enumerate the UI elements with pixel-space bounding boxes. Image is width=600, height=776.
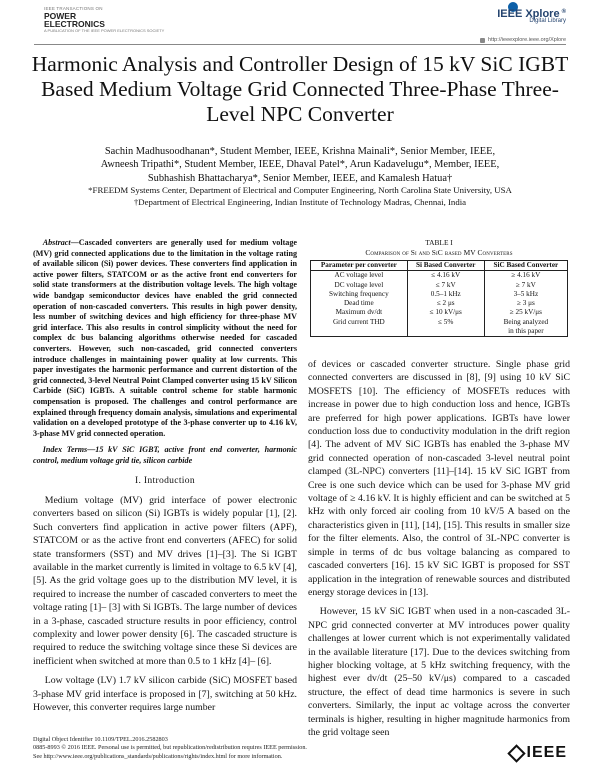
table-cell: ≥ 3 μs — [484, 299, 567, 308]
xplore-url-text: http://ieeexplore.ieee.org/Xplore — [488, 37, 566, 43]
table-cell: ≥ 25 kV/μs — [484, 308, 567, 317]
xplore-registered: ® — [561, 9, 566, 15]
doi-line: Digital Object Identifier 10.1109/TPEL.2016.2582803 — [33, 736, 168, 743]
table-cell: ≤ 4.16 kV — [407, 271, 484, 281]
affiliation-1: *FREEDM Systems Center, Department of Electrical and Computer Engineering, North Carolina State University, USA — [88, 185, 512, 195]
ieee-logo — [510, 744, 567, 762]
journal-logo — [44, 13, 164, 33]
comparison-table — [310, 260, 568, 337]
table-cell — [407, 327, 484, 337]
table-row — [311, 318, 568, 327]
header-rule — [34, 44, 566, 45]
author-line-1: Sachin Madhusoodhanan*, Student Member, IEEE, Krishna Mainali*, Senior Member, IEEE, — [104, 146, 496, 157]
journal-line1: POWER — [44, 11, 77, 21]
xplore-title: IEEE Xplore — [497, 8, 560, 20]
table-cell — [311, 327, 408, 337]
journal-masthead — [44, 6, 164, 33]
table-number: TABLE I — [425, 238, 453, 247]
table-cell: Maximum dv/dt — [311, 308, 408, 317]
table-row — [311, 308, 568, 317]
link-icon — [480, 38, 485, 43]
table-row — [311, 271, 568, 281]
table-row — [311, 327, 568, 337]
table-cell: ≤ 7 kV — [407, 281, 484, 290]
table-cell: 3–5 kHz — [484, 290, 567, 299]
copyright-line: 0885-8993 © 2016 IEEE. Personal use is permitted, but republication/redistribution requires IEEE permission. — [33, 744, 307, 752]
index-terms: Index Terms—15 kV SiC IGBT, active front end converter, harmonic control, medium voltage grid tie, silicon carbide — [33, 445, 297, 465]
table-cell: 0.5–1 kHz — [407, 290, 484, 299]
right-paragraph-1: of devices or cascaded converter structure. Single phase grid connected converters are discussed in [8], [9] using 10 kV SiC MOSFETS [10]. The efficiency of MOSFETs reduces with increase in power due to high conduction loss and hence, IGBTs are preferred for high power applications. IGBTs have lower conduction loss due to conductivity modulation in the drift region [4]. The advent of MV SiC IGBTs has enabled the 3-phase MV grid connected operation of non-cascaded 3-level neutral point clamped (3L-NPC) converters [11]–[14]. 15 kV SiC IGBT from Cree is one such device which can be used for 3-phase MV grid voltage of ≥ 4.16 kV. It is highly efficient and can be switched at 5 kHz with only forced air cooling from 10 kV/5 A based on the characteristics given in [11], [14], [15]. This results in smaller size for the filter elements. Also, the control of 3L-NPC converter is simple in terms of dc bus voltage balancing as compared to cascaded converters [16]. 15 kV SiC IGBT is proposed for SST application in the integration of renewable sources and distributed energy storage devices in [13]. — [308, 359, 570, 598]
intro-paragraph-1: Medium voltage (MV) grid interface of power electronic converters based on silicon (Si) IGBTs is widely popular [1], [2]. Such converters find application in active power filters (APF), STATCOM or as the active front end converters (AFEC) for solid state transformers (SST) and MV drives [1]–[3]. The Si IGBT available in the market currently is limited in voltage to 6.5 kV [4], [5]. As the grid voltage goes up to the distribution MV level, it is required to increase the number of cascaded converters to meet the voltage rating [1]– [3] with Si IGBTs. The large number of devices in a 3-phase, cascaded structure results in poor efficiency, control complexity and lower power density [6]. The cascaded structure is required to reduce the switching voltage since these Si devices are inefficient when switched at more than 0.5 to 1 kHz [4]– [6]. — [33, 494, 297, 667]
table-row — [311, 290, 568, 299]
right-paragraph-2: However, 15 kV SiC IGBT when used in a non-cascaded 3L-NPC grid connected converter at MV introduces power quality challenges at lower current which is not experimentally validated in the available literature [17]. Due to the devices switching from higher blocking voltage, at 5 kHz switching frequency, with the highest ever dv/dt (25–50 kV/μs) compared to a cascaded structure, the effect of dead time harmonics is severe in such converters. Similarly, the input ac voltage across the converter terminals is higher, resulting in higher magnitude harmonics from the grid voltage seen — [308, 606, 570, 738]
table-cell: DC voltage level — [311, 281, 408, 290]
table-cell: Grid current THD — [311, 318, 408, 327]
table-cell: in this paper — [484, 327, 567, 337]
table-cell: Switching frequency — [311, 290, 408, 299]
table-cell: Dead time — [311, 299, 408, 308]
table-cell: ≤ 5% — [407, 318, 484, 327]
abstract-lead: Abstract — [42, 238, 71, 247]
table-row — [311, 299, 568, 308]
affiliations — [40, 184, 560, 208]
table-header-cell: SiC Based Converter — [484, 261, 567, 271]
table-cell: ≤ 10 kV/μs — [407, 308, 484, 317]
table-cell: ≥ 4.16 kV — [484, 271, 567, 281]
table-cell: Being analyzed — [484, 318, 567, 327]
xplore-url[interactable] — [480, 37, 566, 43]
journal-sub: A PUBLICATION OF THE IEEE POWER ELECTRONICS SOCIETY — [44, 28, 165, 33]
left-column — [33, 238, 297, 720]
right-column — [308, 358, 570, 745]
table-header-cell: Si Based Converter — [407, 261, 484, 271]
table-title: Comparison of Si and SiC based MV Converters — [365, 247, 513, 257]
table-cell: AC voltage level — [311, 271, 408, 281]
journal-line2: ELECTRONICS — [44, 18, 105, 29]
rights-link-line[interactable]: See http://www.ieee.org/publications_standards/publications/rights/index.html for more information. — [33, 752, 283, 760]
author-line-3: Subhashish Bhattacharya*, Senior Member, IEEE, and Kamalesh Hatua† — [147, 172, 453, 184]
author-line-2: Awneesh Tripathi*, Student Member, IEEE, Dhaval Patel*, Arun Kadavelugu*, Member, IEEE, — [100, 159, 500, 171]
table-row — [311, 281, 568, 290]
xplore-brand[interactable] — [497, 8, 566, 24]
abstract — [33, 238, 297, 439]
table-header-row — [311, 261, 568, 271]
author-list — [40, 145, 560, 185]
table-caption — [308, 238, 570, 257]
paper-title: Harmonic Analysis and Controller Design of 15 kV SiC IGBT Based Medium Voltage Grid Connected Three-Phase Three-Level NPC Converter — [31, 52, 569, 126]
ieee-diamond-icon — [507, 744, 525, 762]
xplore-subtitle: Digital Library — [529, 18, 566, 24]
intro-paragraph-2: Low voltage (LV) 1.7 kV silicon carbide (SiC) MOSFET based 3-phase MV grid interface is proposed in [7], switching at 50 kHz. However, this converter requires large number — [33, 675, 297, 713]
journal-meta: IEEE TRANSACTIONS ON — [44, 6, 103, 11]
section-heading: I. Introduction — [135, 475, 195, 487]
table-cell: ≤ 2 μs — [407, 299, 484, 308]
page-footer — [33, 736, 503, 761]
table-cell: ≥ 7 kV — [484, 281, 567, 290]
ieee-logo-text: IEEE — [526, 744, 567, 761]
abstract-text: —Cascaded converters are generally used for medium voltage (MV) grid connected applications due to the limitation in the voltage rating of available silicon (Si) power devices. These converters find application in active power filters, STATCOM or as the active front end converters for solid state transformers at the distribution voltage levels. The high voltage wide bandgap semiconductor devices have enabled the grid connected operation of non-cascaded converters. This results in high power density, less number of switching devices and high efficiency for three-phase MV grid interface. This also results in control simplicity without the need for complex dc bus balancing algorithms otherwise needed for cascaded converters. However, such non-cascaded, grid connected converters introduce challenges in maintaining power quality at low currents. This paper investigates the harmonic performance and current distortion of the grid connected, 3-level Neutral Point Clamped converter using 15 kV Silicon Carbide (SiC) IGBTs. A suitable control scheme for stable harmonic compensation is proposed. The challenges and control performance are explained through frequency domain analysis, simulations and experimental validation on a developed prototype of the 3-phase converter up to 4.16 kV, 3-phase MV grid connected operation. — [33, 238, 297, 438]
table-header-cell: Parameter per converter — [311, 261, 408, 271]
affiliation-2: †Department of Electrical Engineering, Indian Institute of Technology Madras, Chennai, India — [133, 197, 467, 207]
